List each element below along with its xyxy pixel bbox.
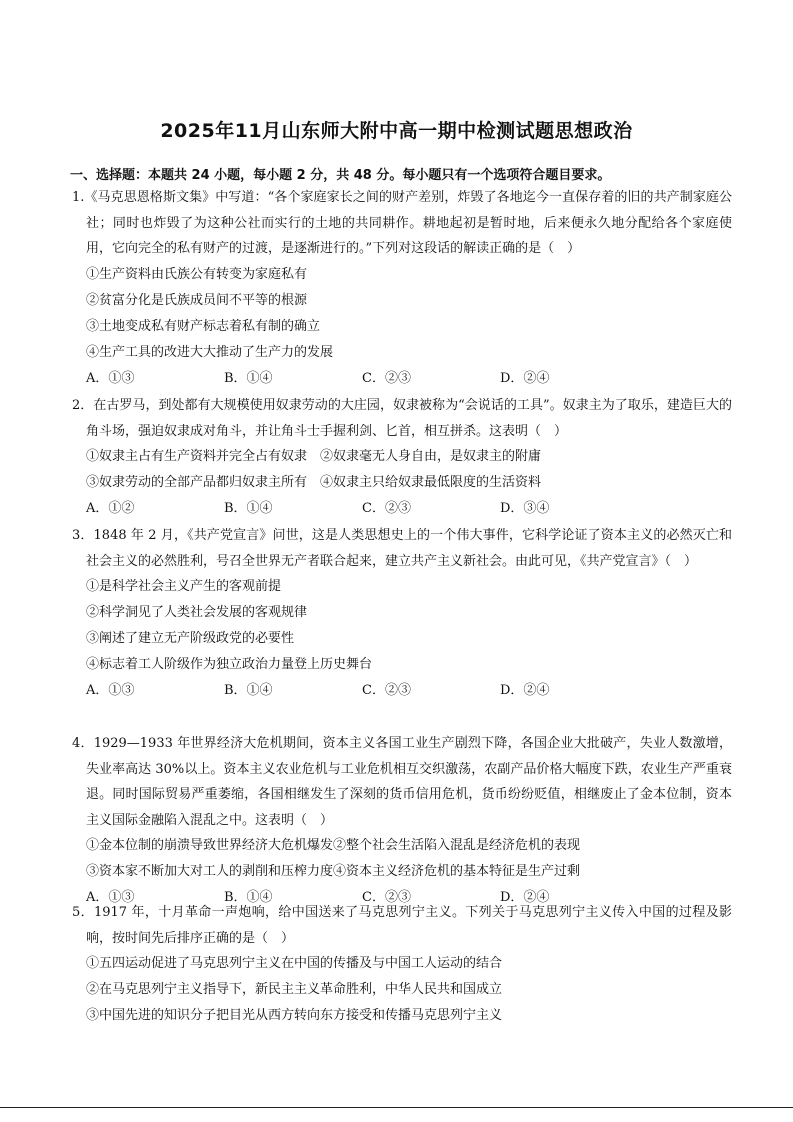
choice-a[interactable]: A．①③ bbox=[86, 683, 135, 698]
statement-option: ②科学洞见了人类社会发展的客观规律 bbox=[86, 605, 308, 620]
choice-b[interactable]: B．①④ bbox=[224, 501, 273, 516]
question-stem: 4．1929—1933 年世界经济大危机期间，资本主义各国工业生产剧烈下降，各国企业大批破产，失业人数激增，失业率高达 30%以上。资本主义农业危机与工业危机相互交织激荡，农副产品价格大幅度下跌，农业生产严重衰退。同时国际贸易严重萎缩，各国相继发生了深刻的货币信用危机，货币纷纷贬值，相继废止了金本位制，资本主义国际金融陷入混乱之中。这表明（ ） bbox=[72, 736, 732, 828]
question-stem: 3．1848 年 2 月，《共产党宣言》问世，这是人类思想史上的一个伟大事件，它科学论证了资本主义的必然灭亡和社会主义的必然胜利，号召全世界无产者联合起来，建立共产主义新社会。由此可见，《共产党宣言》（ ） bbox=[72, 528, 732, 569]
section-heading: 一、选择题：本题共 24 小题，每小题 2 分，共 48 分。每小题只有一个选项符合题目要求。 bbox=[70, 168, 611, 183]
statement-option: ①五四运动促进了马克思列宁主义在中国的传播及与中国工人运动的结合 bbox=[86, 956, 503, 971]
statement-option: ③阐述了建立无产阶级政党的必要性 bbox=[86, 631, 295, 646]
statement-option: ①是科学社会主义产生的客观前提 bbox=[86, 579, 282, 594]
choice-a[interactable]: A．①③ bbox=[86, 890, 135, 905]
page-bottom-rule bbox=[0, 1107, 793, 1108]
statement-option: ③资本家不断加大对工人的剥削和压榨力度④资本主义经济危机的基本特征是生产过剩 bbox=[86, 864, 581, 879]
answer-choices bbox=[72, 678, 732, 704]
choice-d[interactable]: D．②④ bbox=[500, 890, 550, 905]
question-1 bbox=[72, 185, 732, 392]
statement-option: ①奴隶主占有生产资料并完全占有奴隶 ②奴隶毫无人身自由，是奴隶主的附庸 bbox=[86, 449, 542, 464]
choice-c[interactable]: C．②③ bbox=[362, 501, 411, 516]
question-stem: 2．在古罗马，到处都有大规模使用奴隶劳动的大庄园，奴隶被称为“会说话的工具”。奴隶主为了取乐，建造巨大的角斗场，强迫奴隶成对角斗，并让角斗士手握利剑、匕首，相互拼杀。这表明（ ） bbox=[72, 398, 732, 439]
statement-option: ④标志着工人阶级作为独立政治力量登上历史舞台 bbox=[86, 657, 373, 672]
statement-option: ①金本位制的崩溃导致世界经济大危机爆发②整个社会生活陷入混乱是经济危机的表现 bbox=[86, 838, 581, 853]
statement-option: ④生产工具的改进大大推动了生产力的发展 bbox=[86, 344, 334, 360]
choice-b[interactable]: B．①④ bbox=[224, 890, 273, 905]
statement-option: ③中国先进的知识分子把目光从西方转向东方接受和传播马克思列宁主义 bbox=[86, 1008, 503, 1023]
choice-a[interactable]: A．①② bbox=[86, 501, 135, 516]
choice-d[interactable]: D．③④ bbox=[500, 501, 550, 516]
answer-choices bbox=[72, 366, 732, 392]
choice-d[interactable]: D．②④ bbox=[500, 683, 550, 698]
statement-option: ①生产资料由氏族公有转变为家庭私有 bbox=[86, 266, 308, 282]
choice-c[interactable]: C．②③ bbox=[362, 370, 411, 386]
question-stem: 5．1917 年，十月革命一声炮响，给中国送来了马克思列宁主义。下列关于马克思列宁主义传入中国的过程及影响，按时间先后排序正确的是（ ） bbox=[72, 905, 732, 946]
question-2 bbox=[72, 393, 732, 522]
question-5 bbox=[72, 900, 732, 1029]
choice-b[interactable]: B．①④ bbox=[224, 370, 273, 386]
question-stem: 1.《马克思恩格斯文集》中写道：“各个家庭家长之间的财产差别，炸毁了各地迄今一直保存着的旧的共产制家庭公社；同时也炸毁了为这种公社而实行的土地的共同耕作。耕地起初是暂时地，后来便永久地分配给各个家庭使用，它向完全的私有财产的过渡，是逐渐进行的。”下列对这段话的解读正确的是（ ） bbox=[72, 190, 732, 256]
question-3 bbox=[72, 523, 732, 704]
choice-b[interactable]: B．①④ bbox=[224, 683, 273, 698]
statement-option: ②在马克思列宁主义指导下，新民主主义革命胜利，中华人民共和国成立 bbox=[86, 982, 503, 997]
answer-choices bbox=[72, 496, 732, 522]
statement-option: ③土地变成私有财产标志着私有制的确立 bbox=[86, 318, 321, 334]
page-title: 2025年11月山东师大附中高一期中检测试题思想政治 bbox=[160, 120, 633, 142]
choice-c[interactable]: C．②③ bbox=[362, 890, 411, 905]
question-4 bbox=[72, 731, 732, 911]
choice-a[interactable]: A．①③ bbox=[86, 370, 135, 386]
choice-d[interactable]: D．②④ bbox=[500, 370, 550, 386]
choice-c[interactable]: C．②③ bbox=[362, 683, 411, 698]
statement-option: ②贫富分化是氏族成员间不平等的根源 bbox=[86, 292, 308, 308]
statement-option: ③奴隶劳动的全部产品都归奴隶主所有 ④奴隶主只给奴隶最低限度的生活资料 bbox=[86, 475, 542, 490]
